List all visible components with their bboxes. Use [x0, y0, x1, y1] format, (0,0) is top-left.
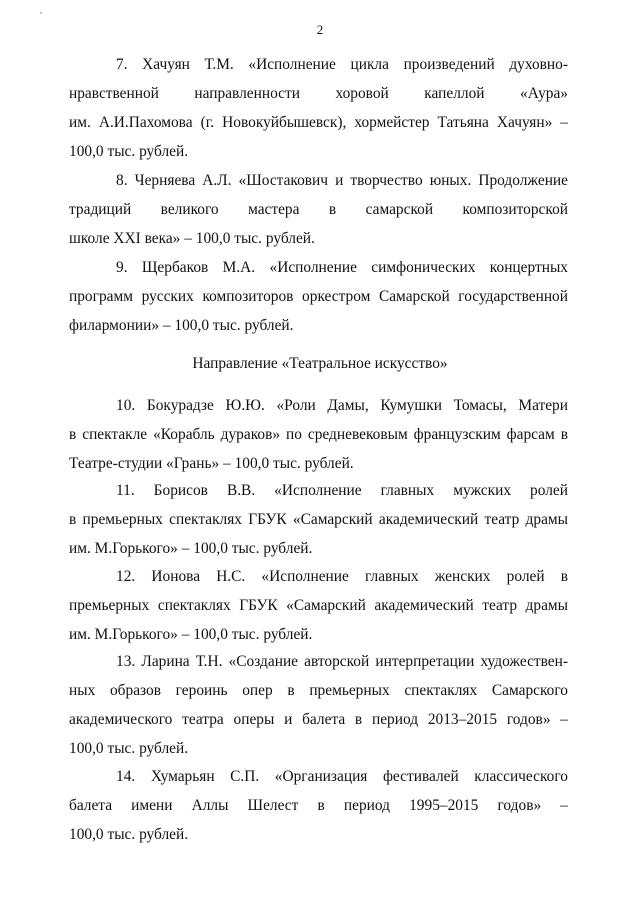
list-item-line: 8. Черняева А.Л. «Шостакович и творчество юных. Продолжение — [116, 172, 568, 189]
list-item-13 — [69, 647, 568, 763]
list-item-line: им. А.И.Пахомова (г. Новокуйбышевск), хормейстер Татьяна Хачуян» – — [69, 114, 568, 131]
list-item-line: 9. Щербаков М.А. «Исполнение симфонических концертных — [116, 259, 568, 276]
list-item-10 — [69, 391, 568, 478]
list-item-line: ных образов героинь опер в премьерных спектаклях Самарского — [69, 682, 568, 699]
list-item-line: в премьерных спектаклях ГБУК «Самарский академический театр драмы — [69, 511, 568, 528]
list-item-line: 100,0 тыс. рублей. — [69, 143, 189, 160]
list-item-line: им. М.Горького» – 100,0 тыс. рублей. — [69, 626, 313, 643]
list-item-line: филармонии» – 100,0 тыс. рублей. — [69, 317, 294, 334]
list-item-line: 14. Хумарьян С.П. «Организация фестивалей классического — [116, 768, 568, 785]
list-item-line: премьерных спектаклях ГБУК «Самарский академический театр драмы — [69, 597, 568, 614]
list-item-line: 100,0 тыс. рублей. — [69, 740, 189, 757]
section-heading: Направление «Театральное искусство» — [192, 355, 448, 372]
list-item-line: школе XXI века» – 100,0 тыс. рублей. — [69, 230, 315, 247]
list-item-14 — [69, 762, 568, 849]
list-item-line: 12. Ионова Н.С. «Исполнение главных женских ролей в — [116, 568, 568, 585]
list-item-line: в спектакле «Корабль дураков» по средневековым французским фарсам в — [69, 426, 568, 443]
list-item-7 — [69, 50, 568, 166]
list-item-line: 7. Хачуян Т.М. «Исполнение цикла произведений духовно- — [116, 56, 568, 73]
list-item-line: традиций великого мастера в самарской композиторской — [69, 201, 568, 218]
list-item-line: балета имени Аллы Шелест в период 1995–2015 годов» – — [69, 797, 568, 814]
list-item-line: 11. Борисов В.В. «Исполнение главных мужских ролей — [116, 482, 568, 499]
margin-mark: , — [40, 6, 42, 15]
list-item-line: 13. Ларина Т.Н. «Создание авторской интерпретации художествен- — [116, 653, 568, 670]
list-item-line: академического театра оперы и балета в период 2013–2015 годов» – — [69, 711, 568, 728]
list-item-line: нравственной направленности хоровой капеллой «Аура» — [69, 85, 568, 102]
list-item-line: Театре-студии «Грань» – 100,0 тыс. рублей. — [69, 455, 354, 472]
list-item-line: 10. Бокурадзе Ю.Ю. «Роли Дамы, Кумушки Томасы, Матери — [116, 397, 568, 414]
list-item-line: им. М.Горького» – 100,0 тыс. рублей. — [69, 540, 313, 557]
list-item-line: 100,0 тыс. рублей. — [69, 826, 189, 843]
list-item-11 — [69, 476, 568, 563]
list-item-8 — [69, 166, 568, 253]
page-number: 2 — [316, 22, 324, 37]
list-item-line: программ русских композиторов оркестром Самарской государственной — [69, 288, 568, 305]
list-item-9 — [69, 253, 568, 340]
list-item-12 — [69, 562, 568, 649]
